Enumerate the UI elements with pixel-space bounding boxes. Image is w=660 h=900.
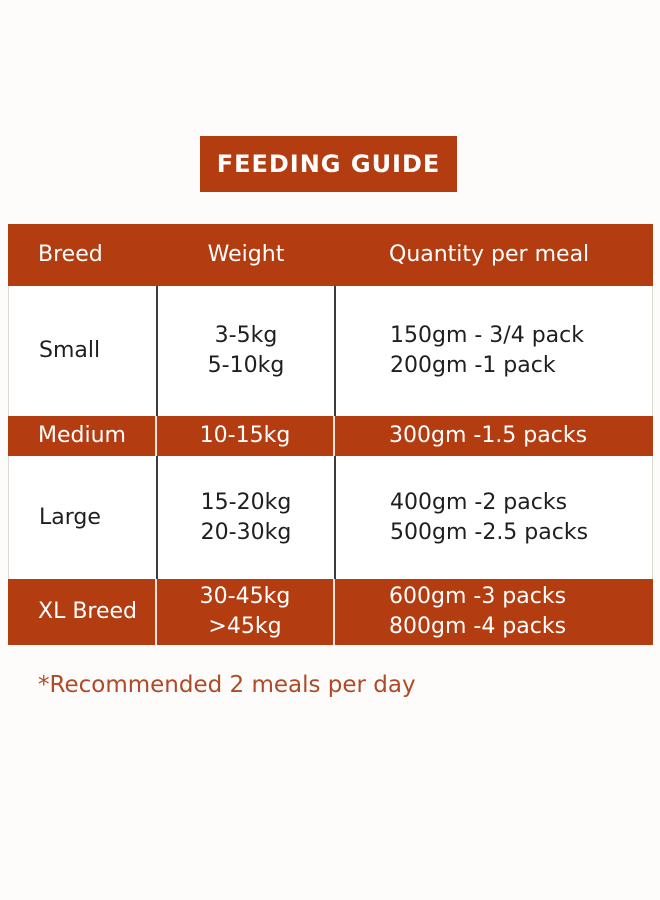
breed-cell: Medium bbox=[8, 416, 157, 456]
weight-line: 20-30kg bbox=[200, 519, 292, 545]
weight-line: 30-45kg bbox=[199, 584, 291, 609]
table-row-medium bbox=[8, 416, 653, 456]
quantity-line: 800gm -4 packs bbox=[389, 614, 567, 639]
column-header-quantity: Quantity per meal bbox=[389, 242, 590, 267]
weight-line: 15-20kg bbox=[200, 489, 292, 515]
weight-line: >45kg bbox=[208, 614, 282, 639]
quantity-line: 600gm -3 packs bbox=[389, 584, 567, 609]
title-banner bbox=[200, 136, 457, 192]
footnote: *Recommended 2 meals per day bbox=[38, 672, 416, 698]
quantity-line: 500gm -2.5 packs bbox=[390, 519, 589, 545]
quantity-line: 400gm -2 packs bbox=[390, 489, 568, 515]
quantity-cell bbox=[336, 456, 652, 579]
column-header-breed: Breed bbox=[38, 242, 103, 267]
weight-cell bbox=[157, 416, 335, 456]
quantity-cell bbox=[335, 416, 653, 456]
weight-cell bbox=[158, 456, 336, 579]
table-row-large bbox=[8, 456, 653, 579]
weight-line: 10-15kg bbox=[199, 423, 291, 448]
table-header-row bbox=[8, 224, 653, 286]
column-header-weight: Weight bbox=[207, 242, 285, 267]
breed-cell: XL Breed bbox=[8, 579, 157, 645]
quantity-cell bbox=[336, 286, 652, 416]
table-row-small bbox=[8, 286, 653, 416]
table-row-xl-breed bbox=[8, 579, 653, 645]
breed-cell: Large bbox=[9, 456, 158, 579]
quantity-cell bbox=[335, 579, 653, 645]
feeding-table bbox=[8, 224, 653, 645]
weight-cell bbox=[158, 286, 336, 416]
quantity-line: 150gm - 3/4 pack bbox=[390, 323, 584, 348]
breed-cell: Small bbox=[9, 286, 158, 416]
weight-line: 3-5kg bbox=[214, 323, 278, 348]
weight-cell bbox=[157, 579, 335, 645]
weight-line: 5-10kg bbox=[207, 353, 285, 378]
page-title: FEEDING GUIDE bbox=[216, 150, 441, 178]
quantity-line: 200gm -1 pack bbox=[390, 353, 556, 378]
quantity-line: 300gm -1.5 packs bbox=[389, 423, 588, 448]
